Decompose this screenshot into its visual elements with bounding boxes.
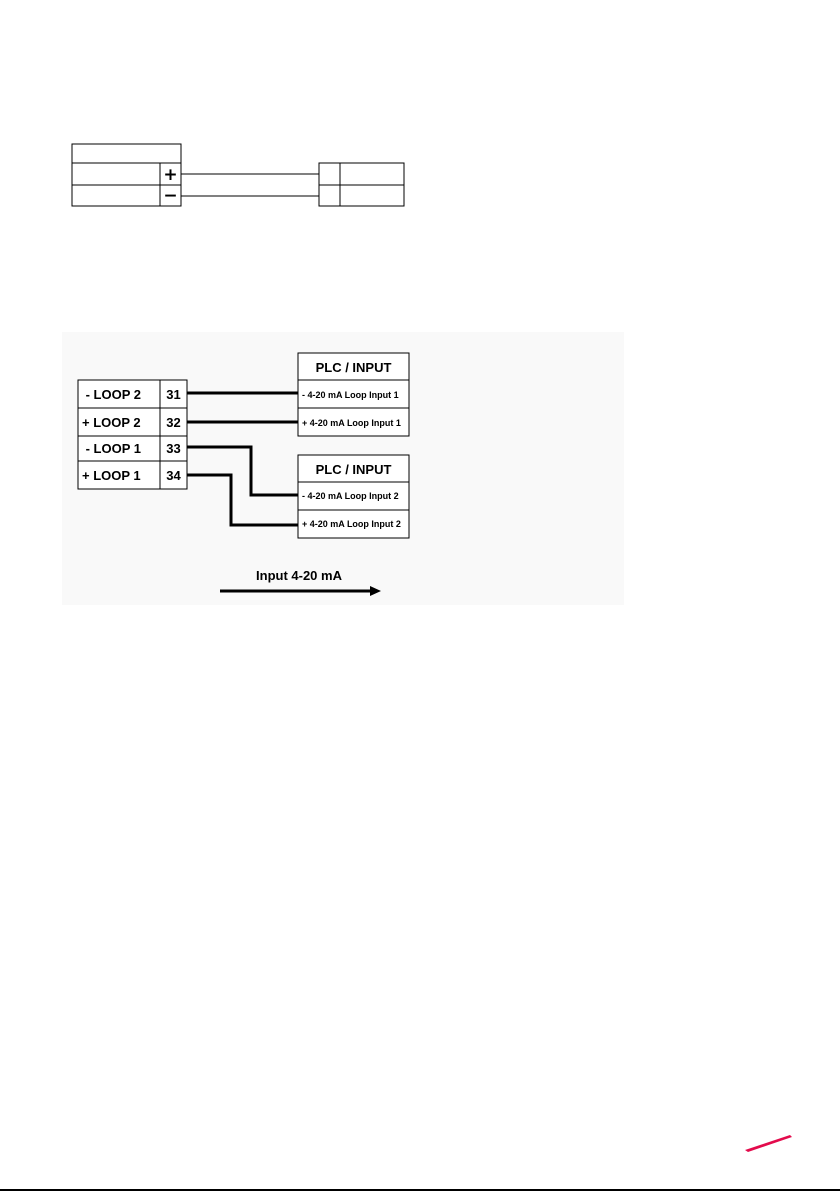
plc1-row-minus: - 4-20 mA Loop Input 1: [302, 390, 399, 400]
loop-wiring-diagram: [62, 332, 624, 605]
brand-swoosh: [745, 1135, 792, 1152]
plc-title-1: PLC / INPUT: [315, 360, 392, 375]
plus-symbol: +: [163, 165, 178, 185]
plc-title-2: PLC / INPUT: [315, 462, 392, 477]
terminal-label-loop1-minus: - LOOP 1: [82, 441, 141, 456]
terminal-number-34: 34: [166, 468, 181, 483]
terminal-label-loop2-minus: - LOOP 2: [82, 387, 141, 402]
arrow-label: Input 4-20 mA: [256, 568, 342, 583]
plc2-row-minus: - 4-20 mA Loop Input 2: [302, 491, 399, 501]
terminal-label-loop1-plus: + LOOP 1: [82, 468, 141, 483]
terminal-number-33: 33: [166, 441, 181, 456]
simple-wiring-diagram: [72, 144, 404, 206]
terminal-number-32: 32: [166, 415, 181, 430]
terminal-block: [78, 380, 187, 489]
plc2-row-plus: + 4-20 mA Loop Input 2: [302, 519, 401, 529]
minus-symbol: −: [163, 186, 178, 206]
source-header-box: [72, 144, 181, 163]
brand-accent-mark: [745, 1135, 792, 1152]
plc-input-block-2: [298, 455, 409, 538]
receiver-minus-row: [319, 185, 404, 206]
receiver-plus-row: [319, 163, 404, 185]
plc-input-block-1: [298, 353, 409, 436]
terminal-number-31: 31: [166, 387, 181, 402]
plc1-row-plus: + 4-20 mA Loop Input 1: [302, 418, 401, 428]
terminal-label-loop2-plus: + LOOP 2: [82, 415, 141, 430]
